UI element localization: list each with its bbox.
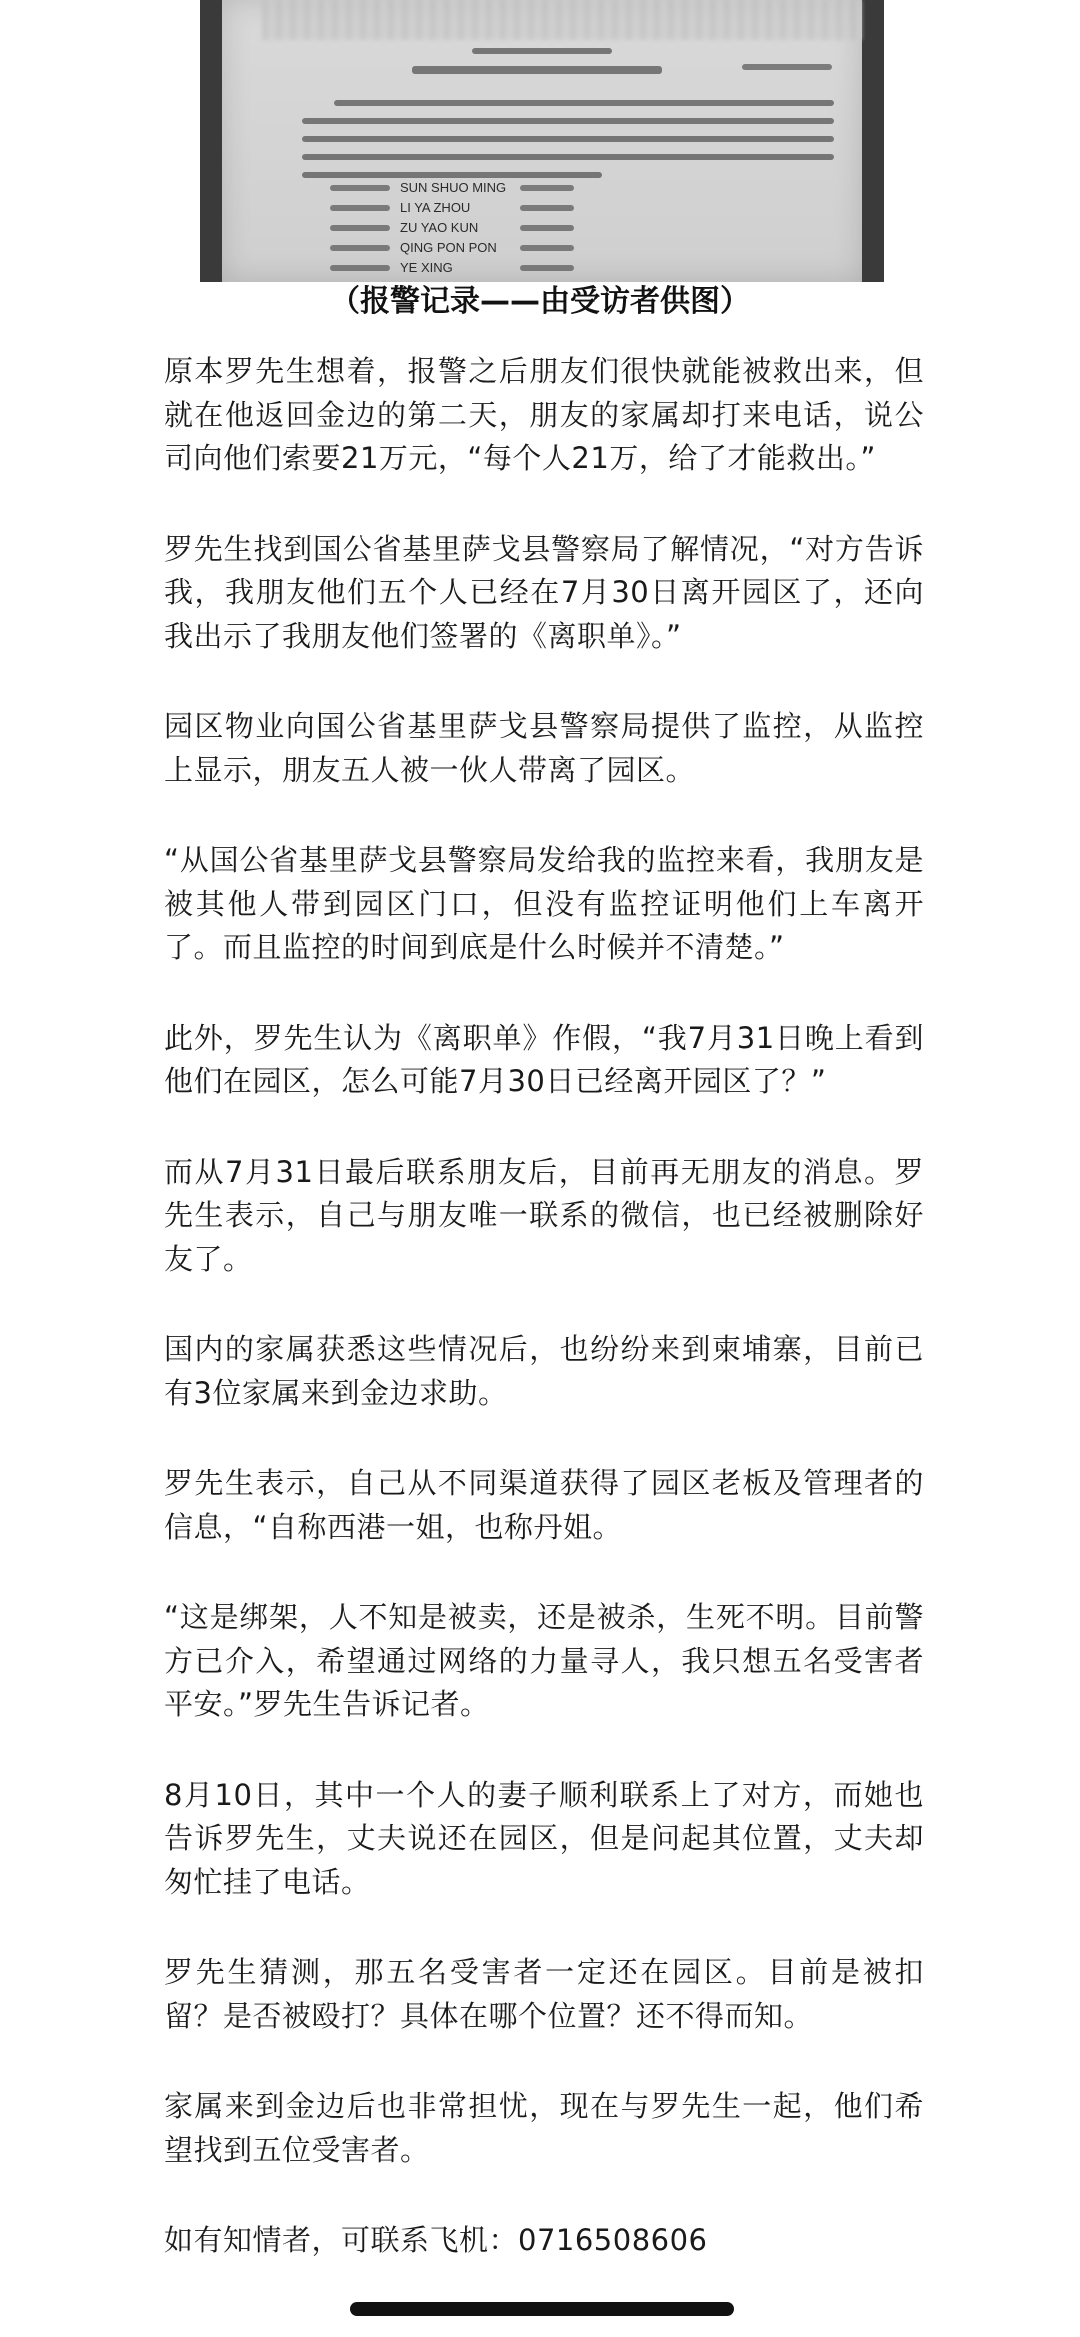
khmer-body-line (302, 154, 834, 160)
paragraph: “从国公省基里萨戈县警察局发给我的监控来看，我朋友是被其他人带到园区门口，但没有监控证明他们上车离开了。而且监控的时间到底是什么时候并不清楚。” (164, 843, 924, 964)
blurred-header (262, 0, 862, 40)
name-text: SUN SHUO MING (400, 180, 507, 195)
paragraph: 原本罗先生想着，报警之后朋友们很快就能被救出来，但就在他返回金边的第二天，朋友的家属却打来电话，说公司向他们索要21万元，“每个人21万，给了才能救出。” (164, 354, 924, 475)
khmer-title-line (472, 48, 612, 54)
name-text: ZU YAO KUN (400, 220, 479, 235)
article-body (164, 350, 924, 2310)
paragraph: 罗先生找到国公省基里萨戈县警察局了解情况，“对方告诉我，我朋友他们五个人已经在7月30日离开园区了，还向我出示了我朋友他们签署的《离职单》。” (164, 531, 924, 653)
victim-names-list (330, 178, 574, 278)
paragraph: 家属来到金边后也非常担忧，现在与罗先生一起，他们希望找到五位受害者。 (164, 2089, 924, 2167)
paragraph: 罗先生表示，自己从不同渠道获得了园区老板及管理者的信息，“自称西港一姐，也称丹姐。 (164, 1466, 924, 1544)
report-paper (222, 0, 862, 282)
name-text: QING PON PON (400, 240, 497, 255)
police-report-photo (200, 0, 884, 282)
paragraph: 罗先生猜测，那五名受害者一定还在园区。目前是被扣留？是否被殴打？具体在哪个位置？还不得而知。 (164, 1955, 924, 2033)
contact-paragraph: 如有知情者，可联系飞机：0716508606 (164, 2223, 708, 2257)
home-indicator[interactable] (350, 2302, 734, 2316)
name-row (330, 178, 574, 198)
paragraph: “这是绑架，人不知是被卖，还是被杀，生死不明。目前警方已介入，希望通过网络的力量寻人，我只想五名受害者平安。”罗先生告诉记者。 (164, 1600, 924, 1721)
paragraph: 此外，罗先生认为《离职单》作假，“我7月31日晚上看到他们在园区，怎么可能7月30日已经离开园区了？” (164, 1020, 924, 1098)
khmer-body-line (302, 136, 834, 142)
name-text: YE XING (400, 260, 453, 275)
khmer-date-line (742, 64, 832, 70)
name-row (330, 198, 574, 218)
name-row (330, 238, 574, 258)
paragraph: 8月10日，其中一个人的妻子顺利联系上了对方，而她也告诉罗先生，丈夫说还在园区，但是问起其位置，丈夫却匆忙挂了电话。 (164, 1777, 924, 1899)
khmer-body-line (302, 118, 834, 124)
paragraph: 园区物业向国公省基里萨戈县警察局提供了监控，从监控上显示，朋友五人被一伙人带离了园区。 (164, 709, 924, 787)
name-row (330, 258, 574, 278)
name-text: LI YA ZHOU (400, 200, 471, 215)
khmer-subtitle-line (412, 66, 662, 74)
name-row (330, 218, 574, 238)
photo-caption: （报警记录——由受访者供图） (330, 284, 750, 319)
paragraph: 国内的家属获悉这些情况后，也纷纷来到柬埔寨，目前已有3位家属来到金边求助。 (164, 1332, 924, 1410)
khmer-body-line (334, 100, 834, 106)
paragraph: 而从7月31日最后联系朋友后，目前再无朋友的消息。罗先生表示，自己与朋友唯一联系的微信，也已经被删除好友了。 (164, 1154, 924, 1276)
